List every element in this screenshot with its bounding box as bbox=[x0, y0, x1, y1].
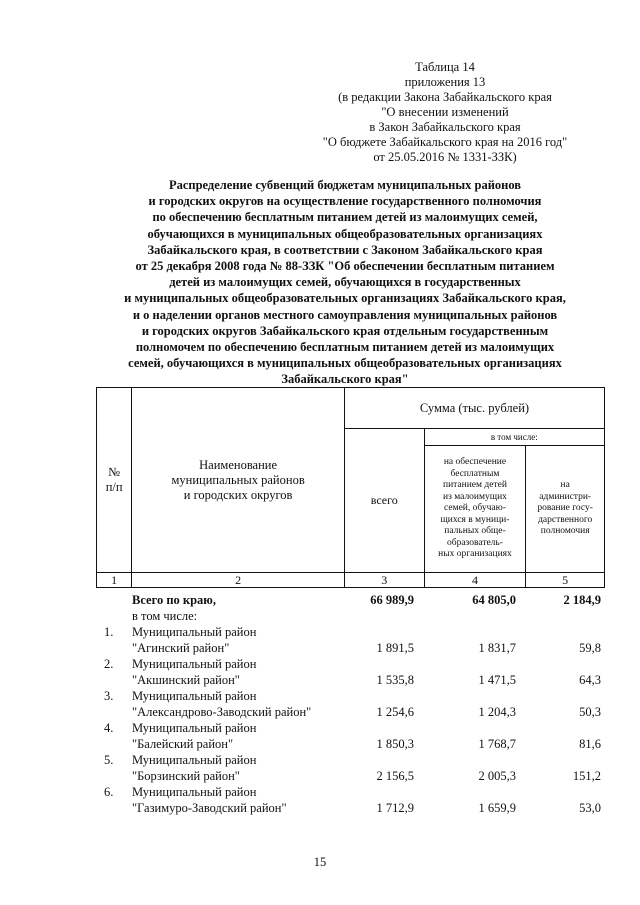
row-value-food: 1 831,7 bbox=[478, 641, 516, 655]
row-value-admin: 64,3 bbox=[579, 673, 601, 687]
row-value-admin: 50,3 bbox=[579, 705, 601, 719]
total-value-admin: 2 184,9 bbox=[563, 593, 601, 607]
title-line: от 25 декабря 2008 года № 88-ЗЗК "Об обеспечении бесплатным питанием bbox=[135, 259, 555, 274]
col-admin-header: на администри- рование госу- дарственного полномочия bbox=[526, 446, 605, 573]
row-value-admin: 53,0 bbox=[579, 801, 601, 815]
row-value-all: 1 712,9 bbox=[376, 801, 414, 815]
header-line: (в редакции Закона Забайкальского края bbox=[338, 90, 552, 104]
title-line: и городских округов Забайкальского края отдельным государственным bbox=[141, 323, 549, 338]
row-name: "Газимуро-Заводский район" bbox=[132, 801, 287, 815]
row-value-all: 1 891,5 bbox=[376, 641, 414, 655]
table-row bbox=[96, 656, 605, 672]
row-value-all: 1 254,6 bbox=[376, 705, 414, 719]
title-line: и городских округов на осуществление государственного полномочия bbox=[148, 194, 542, 209]
row-number: 5. bbox=[104, 753, 114, 767]
table-row bbox=[96, 768, 605, 784]
table-row bbox=[96, 736, 605, 752]
title-line: и муниципальных общеобразовательных организациях Забайкальского края, bbox=[124, 291, 566, 306]
table-body bbox=[96, 592, 605, 816]
title-line: по обеспечению бесплатным питанием детей из малоимущих семей, bbox=[152, 210, 538, 225]
title-line: полномочем по обеспечению бесплатным питанием детей из малоимущих bbox=[135, 340, 555, 355]
subsidy-table-header bbox=[96, 387, 605, 588]
table-row bbox=[96, 704, 605, 720]
row-number: 2. bbox=[104, 657, 114, 671]
sum-header: Сумма (тыс. рублей) bbox=[344, 388, 604, 429]
header-line: "О внесении изменений bbox=[381, 105, 509, 119]
row-value-admin: 81,6 bbox=[579, 737, 601, 751]
row-value-food: 2 005,3 bbox=[478, 769, 516, 783]
total-value-all: 66 989,9 bbox=[370, 593, 414, 607]
index-cell: 4 bbox=[424, 573, 526, 588]
row-name: Муниципальный район bbox=[132, 721, 257, 735]
header-line: от 25.05.2016 № 1331-ЗЗК) bbox=[373, 150, 517, 164]
table-row bbox=[96, 720, 605, 736]
index-cell: 5 bbox=[526, 573, 605, 588]
row-name: Муниципальный район bbox=[132, 785, 257, 799]
total-row bbox=[96, 592, 605, 608]
col-total-header: всего bbox=[344, 429, 424, 573]
title-line: Забайкальского края, в соответствии с Законом Забайкальского края bbox=[147, 242, 543, 257]
col-food-header: на обеспечение бесплатным питанием детей из малоимущих семей, обучаю- щихся в муници- пальных обще- образователь- ных организациях bbox=[424, 446, 526, 573]
row-name: Муниципальный район bbox=[132, 657, 257, 671]
total-label: Всего по краю, bbox=[132, 593, 216, 607]
table-row bbox=[96, 688, 605, 704]
row-name: Муниципальный район bbox=[132, 753, 257, 767]
title-line: семей, обучающихся в муниципальных общеобразовательных организациях bbox=[128, 356, 562, 371]
document-title bbox=[95, 177, 595, 388]
row-name: "Борзинский район" bbox=[132, 769, 240, 783]
header-line: в Закон Забайкальского края bbox=[369, 120, 521, 134]
header-line: Таблица 14 bbox=[415, 60, 475, 74]
row-name: "Агинский район" bbox=[132, 641, 230, 655]
row-value-admin: 59,8 bbox=[579, 641, 601, 655]
column-index-row bbox=[97, 573, 605, 588]
table-row bbox=[96, 624, 605, 640]
row-value-food: 1 204,3 bbox=[478, 705, 516, 719]
row-name: Муниципальный район bbox=[132, 625, 257, 639]
table-row bbox=[96, 640, 605, 656]
row-value-food: 1 471,5 bbox=[478, 673, 516, 687]
row-value-food: 1 659,9 bbox=[478, 801, 516, 815]
header-line: "О бюджете Забайкальского края на 2016 год" bbox=[322, 135, 568, 149]
page-number: 15 bbox=[313, 855, 327, 869]
index-cell: 2 bbox=[132, 573, 345, 588]
row-name: "Акшинский район" bbox=[132, 673, 240, 687]
table-row bbox=[96, 752, 605, 768]
table-row bbox=[96, 672, 605, 688]
including-label: в том числе: bbox=[132, 609, 198, 623]
row-name: "Балейский район" bbox=[132, 737, 234, 751]
appendix-header bbox=[300, 60, 590, 165]
col-name-header: Наименование муниципальных районов и городских округов bbox=[132, 388, 345, 573]
row-value-admin: 151,2 bbox=[572, 769, 601, 783]
row-value-food: 1 768,7 bbox=[478, 737, 516, 751]
row-number: 4. bbox=[104, 721, 114, 735]
row-value-all: 1 850,3 bbox=[376, 737, 414, 751]
row-value-all: 2 156,5 bbox=[376, 769, 414, 783]
index-cell: 3 bbox=[344, 573, 424, 588]
col-number-header: № п/п bbox=[97, 388, 132, 573]
table-row bbox=[96, 784, 605, 800]
title-line: Забайкальского края" bbox=[281, 372, 409, 387]
row-name: "Александрово-Заводский район" bbox=[132, 705, 312, 719]
title-line: детей из малоимущих семей, обучающихся в государственных bbox=[169, 275, 521, 290]
title-line: Распределение субвенций бюджетам муниципальных районов bbox=[168, 178, 522, 192]
table-row bbox=[96, 800, 605, 816]
row-number: 3. bbox=[104, 689, 114, 703]
total-value-food: 64 805,0 bbox=[472, 593, 516, 607]
header-line: приложения 13 bbox=[404, 75, 486, 89]
row-name: Муниципальный район bbox=[132, 689, 257, 703]
index-cell: 1 bbox=[97, 573, 132, 588]
total-sub-row bbox=[96, 608, 605, 624]
row-number: 1. bbox=[104, 625, 114, 639]
including-header: в том числе: bbox=[424, 429, 604, 446]
row-value-all: 1 535,8 bbox=[376, 673, 414, 687]
title-line: обучающихся в муниципальных общеобразовательных организациях bbox=[147, 226, 543, 241]
row-number: 6. bbox=[104, 785, 114, 799]
title-line: и о наделении органов местного самоуправления муниципальных районов bbox=[132, 307, 558, 322]
